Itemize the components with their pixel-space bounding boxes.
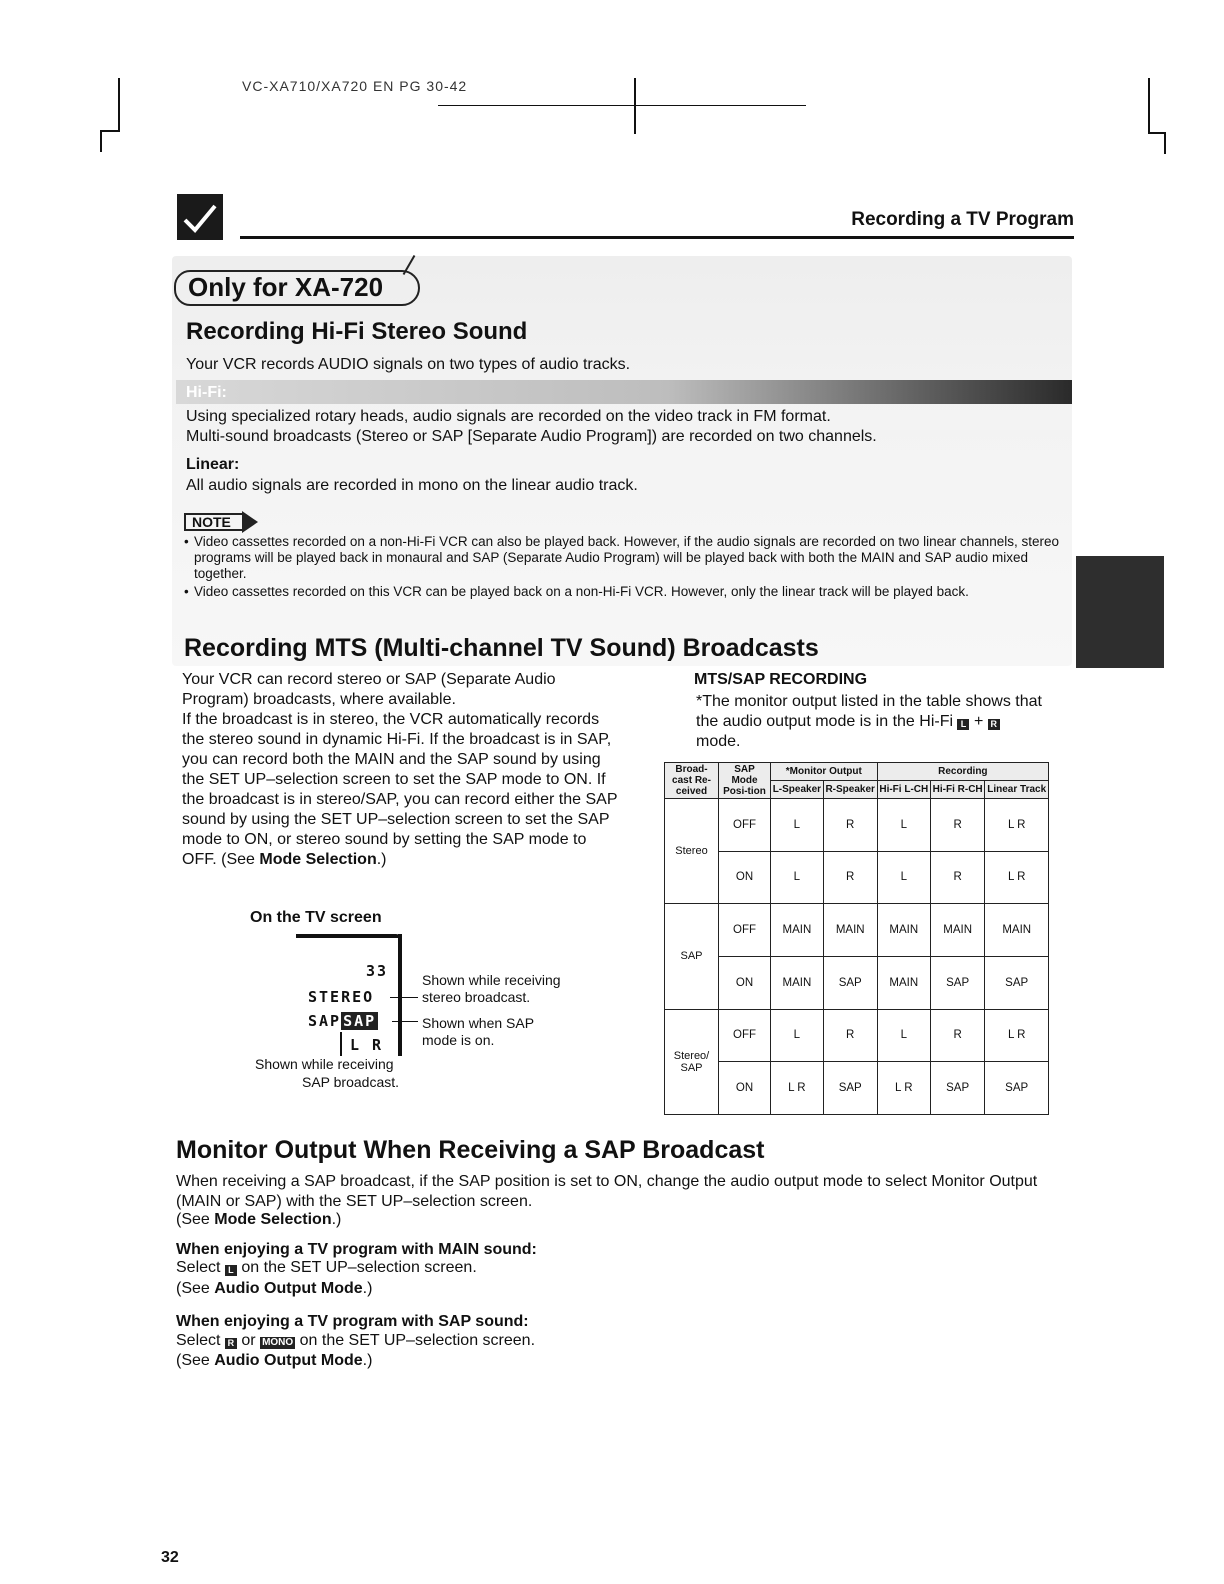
mts-body-2-end: .) <box>376 851 387 868</box>
osd-sap-inverted: SAP <box>343 1012 377 1030</box>
cell-r: R <box>823 851 877 904</box>
cell-broadcast: SAP <box>665 904 719 1009</box>
see-pre: (See <box>176 1352 215 1369</box>
cell-l: MAIN <box>771 904 824 957</box>
linear-text: All audio signals are recorded in mono on the linear audio track. <box>186 477 638 494</box>
see-link: Audio Output Mode <box>214 1352 363 1369</box>
table-row <box>665 851 1049 904</box>
cell-l: L R <box>771 1062 824 1115</box>
cell-lin: L R <box>985 851 1049 904</box>
page-number: 32 <box>161 1549 179 1566</box>
th-r-speaker: R-Speaker <box>823 781 877 799</box>
model-badge-text: Only for XA-720 <box>188 272 384 302</box>
see-link: Mode Selection <box>214 1211 332 1228</box>
mts-title: Recording MTS (Multi-channel TV Sound) Broadcasts <box>184 634 819 662</box>
cell-mode: ON <box>719 956 771 1009</box>
th-linear: Linear Track <box>985 781 1049 799</box>
table-row <box>665 956 1049 1009</box>
select-pre: Select <box>176 1259 221 1276</box>
cell-lin: MAIN <box>985 904 1049 957</box>
see-post: .) <box>331 1211 342 1228</box>
cell-hl: MAIN <box>877 904 930 957</box>
crop-mark <box>118 78 120 132</box>
crop-mark <box>438 105 806 106</box>
cell-hr: MAIN <box>930 904 984 957</box>
cell-hl: L <box>877 851 930 904</box>
hifi-label: Hi-Fi: <box>186 384 227 401</box>
mono-icon: MONO <box>262 1337 294 1348</box>
mts-body-2-text: If the broadcast is in stereo, the VCR automatically records the stereo sound in dynamic Hi-Fi. If the broadcast is in SAP, you can record both the MAIN and the SAP sound by using the SET UP–selection screen to set the SAP mode to ON. If the broadcast is in stereo/SAP, you can record either the SAP sound by using the SET UP–selection screen to set the SAP mode to ON, or stereo sound by setting the SAP mode to OFF. (See <box>182 711 618 868</box>
rec-note-text: *The monitor output listed in the table shows that the audio output mode is in the Hi-Fi <box>696 693 1042 730</box>
osd-stereo: STEREO <box>308 988 375 1006</box>
cell-l: MAIN <box>771 956 824 1009</box>
hifi-intro: Your VCR records AUDIO signals on two types of audio tracks. <box>186 356 631 373</box>
cell-r: R <box>823 799 877 852</box>
crop-mark <box>1164 132 1166 154</box>
see-post: .) <box>362 1280 373 1297</box>
cell-mode: OFF <box>719 904 771 957</box>
cell-mode: OFF <box>719 799 771 852</box>
note-item: • Video cassettes recorded on a non-Hi-Fi VCR can also be played back. However, if the audio signals are recorded on two linear channels, stereo programs will be played back in monaural and SAP (Separate Audio Program) will be played back with both the MAIN and SAP audio mixed together. <box>184 534 1060 582</box>
th-broadcast: Broad-cast Re-ceived <box>665 763 719 799</box>
hifi-text-2: Multi-sound broadcasts (Stereo or SAP [Separate Audio Program]) are recorded on two channels. <box>186 428 877 445</box>
th-recording: Recording <box>877 763 1048 781</box>
hifi-band <box>176 380 1072 404</box>
sap-sound-head: When enjoying a TV program with SAP sound: <box>176 1313 529 1330</box>
monitor-see-3 <box>176 1351 372 1371</box>
cell-broadcast: Stereo <box>665 799 719 904</box>
note-arrow-icon <box>242 511 258 533</box>
cell-lin: L R <box>985 1009 1049 1062</box>
cell-lin: SAP <box>985 956 1049 1009</box>
rec-note <box>696 692 1046 752</box>
mts-body-1: Your VCR can record stereo or SAP (Separate Audio Program) broadcasts, where available. <box>182 671 556 708</box>
crop-mark <box>100 130 102 152</box>
table-row <box>665 1009 1049 1062</box>
cell-hl: L <box>877 1009 930 1062</box>
caption-sap-bc-2: SAP broadcast. <box>302 1074 400 1090</box>
cell-lin: SAP <box>985 1062 1049 1115</box>
crop-mark <box>634 78 636 134</box>
hifi-text-1: Using specialized rotary heads, audio signals are recorded on the video track in FM format. <box>186 408 831 425</box>
note-item: • Video cassettes recorded on this VCR can be played back on a non-Hi-Fi VCR. However, only the linear track will be played back. <box>184 584 1060 600</box>
mts-body-2 <box>182 710 622 870</box>
select-post: on the SET UP–selection screen. <box>241 1259 477 1276</box>
cell-r: SAP <box>823 1062 877 1115</box>
linear-label: Linear: <box>186 456 240 473</box>
cell-r: R <box>823 1009 877 1062</box>
main-sound-select <box>176 1258 477 1278</box>
th-l-speaker: L-Speaker <box>771 781 824 799</box>
rec-note-mode: mode. <box>696 733 741 750</box>
caption-sap-bc-1: Shown while receiving <box>255 1056 394 1072</box>
left-channel-icon: L <box>957 719 969 730</box>
leader-line <box>340 1032 342 1056</box>
running-head: VC-XA710/XA720 EN PG 30-42 <box>242 78 468 94</box>
select-post: on the SET UP–selection screen. <box>299 1332 536 1349</box>
select-pre: Select <box>176 1332 221 1349</box>
cell-hr: R <box>930 851 984 904</box>
monitor-see-2 <box>176 1279 372 1299</box>
see-pre: (See <box>176 1211 215 1228</box>
th-sap-mode: SAP Mode Posi-tion <box>719 763 771 799</box>
osd-sap <box>308 1012 378 1030</box>
mts-table <box>664 762 1049 1115</box>
right-channel-icon: R <box>988 719 1000 730</box>
right-channel-icon: R <box>225 1338 237 1349</box>
note-label: NOTE <box>184 513 244 531</box>
see-post: .) <box>362 1352 373 1369</box>
cell-l: L <box>771 799 824 852</box>
left-channel-icon: L <box>225 1265 237 1276</box>
cell-hl: MAIN <box>877 956 930 1009</box>
see-link: Audio Output Mode <box>214 1280 363 1297</box>
sap-sound-select <box>176 1331 535 1351</box>
tv-screen-label: On the TV screen <box>250 909 382 926</box>
see-pre: (See <box>176 1280 215 1297</box>
monitor-title: Monitor Output When Receiving a SAP Broadcast <box>176 1136 765 1164</box>
section-title: Recording a TV Program <box>851 209 1074 230</box>
main-sound-head: When enjoying a TV program with MAIN sound: <box>176 1241 537 1258</box>
cell-lin: L R <box>985 799 1049 852</box>
note-list <box>184 534 1060 602</box>
cell-mode: OFF <box>719 1009 771 1062</box>
monitor-body: When receiving a SAP broadcast, if the SAP position is set to ON, change the audio output mode to select Monitor Output (MAIN or SAP) with the SET UP–selection screen. <box>176 1173 1038 1210</box>
select-or: or <box>241 1332 256 1349</box>
hifi-title: Recording Hi-Fi Stereo Sound <box>186 318 528 345</box>
cell-mode: ON <box>719 851 771 904</box>
caption-sap-on: Shown when SAP mode is on. <box>422 1015 534 1048</box>
cell-hr: SAP <box>930 956 984 1009</box>
cell-hl: L R <box>877 1062 930 1115</box>
rec-title: MTS/SAP RECORDING <box>694 671 868 688</box>
table-row <box>665 1062 1049 1115</box>
monitor-see-1 <box>176 1210 341 1230</box>
checkmark-icon <box>177 194 223 240</box>
th-monitor: *Monitor Output <box>771 763 878 781</box>
table-row <box>665 799 1049 852</box>
osd-lr: L R <box>350 1036 384 1054</box>
cell-r: SAP <box>823 956 877 1009</box>
th-hifi-lch: Hi-Fi L-CH <box>877 781 930 799</box>
osd-channel: 33 <box>366 962 389 980</box>
leader-line <box>390 997 418 998</box>
tv-frame <box>398 934 402 1056</box>
th-hifi-rch: Hi-Fi R-CH <box>930 781 984 799</box>
header-rule <box>240 236 1074 239</box>
caption-stereo: Shown while receiving stereo broadcast. <box>422 972 561 1005</box>
mts-body-2-link: Mode Selection <box>259 851 377 868</box>
cell-broadcast: Stereo/ SAP <box>665 1009 719 1114</box>
crop-mark <box>1148 78 1150 134</box>
cell-l: L <box>771 851 824 904</box>
rec-note-plus: + <box>973 713 984 730</box>
osd-sap-text: SAP <box>308 1012 342 1030</box>
table-row <box>665 904 1049 957</box>
cell-hr: R <box>930 1009 984 1062</box>
tv-frame <box>296 934 400 938</box>
crop-mark <box>100 130 120 132</box>
cell-l: L <box>771 1009 824 1062</box>
cell-hr: SAP <box>930 1062 984 1115</box>
cell-hr: R <box>930 799 984 852</box>
cell-mode: ON <box>719 1062 771 1115</box>
thumb-tab <box>1076 556 1164 668</box>
leader-line <box>392 1021 418 1022</box>
cell-hl: L <box>877 799 930 852</box>
cell-r: MAIN <box>823 904 877 957</box>
